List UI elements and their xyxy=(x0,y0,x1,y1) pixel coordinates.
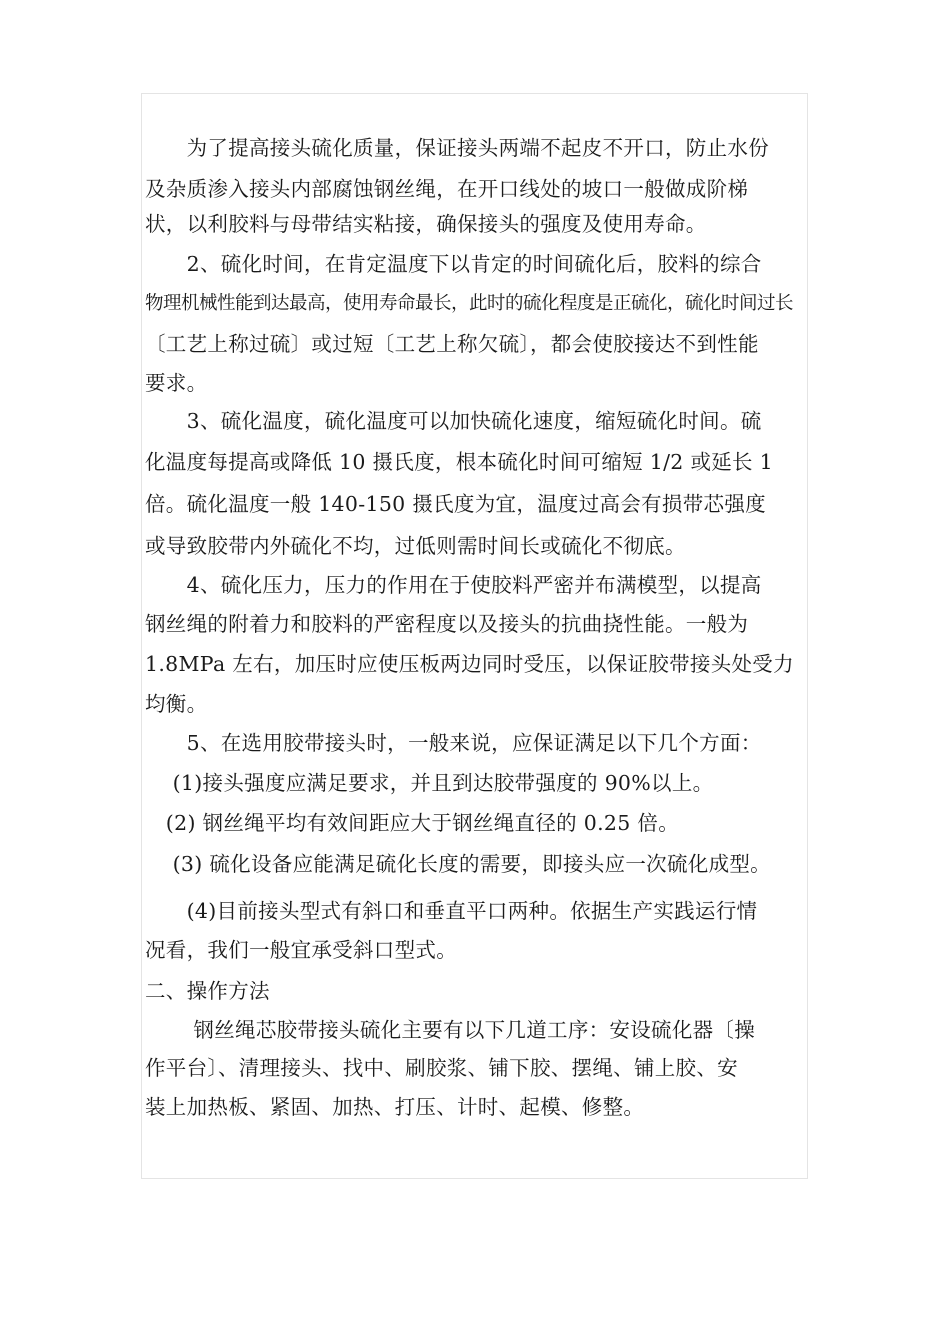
text-line: 为了提高接头硫化质量，保证接头两端不起皮不开口，防止水份 xyxy=(145,136,769,160)
text-line: 钢丝绳的附着力和胶料的严密程度以及接头的抗曲挠性能。一般为 xyxy=(145,612,749,636)
text-line: (1)接头强度应满足要求，并且到达胶带强度的 90%以上。 xyxy=(145,771,714,795)
text-line: 1.8MPa 左右，加压时应使压板两边同时受压，以保证胶带接头处受力 xyxy=(145,652,794,676)
text-line: 均衡。 xyxy=(145,692,208,716)
text-line: 或导致胶带内外硫化不均，过低则需时间长或硫化不彻底。 xyxy=(145,534,686,558)
text-line: 要求。 xyxy=(145,371,208,395)
text-line: 倍。硫化温度一般 140-150 摄氏度为宜，温度过高会有损带芯强度 xyxy=(145,492,766,516)
section-heading: 二、操作方法 xyxy=(145,979,270,1003)
text-line: 4、硫化压力，压力的作用在于使胶料严密并布满模型，以提高 xyxy=(145,573,762,597)
text-line: (4)目前接头型式有斜口和垂直平口两种。依据生产实践运行情 xyxy=(145,899,758,923)
text-line: (2) 钢丝绳平均有效间距应大于钢丝绳直径的 0.25 倍。 xyxy=(145,811,680,835)
text-line: 物理机械性能到达最高，使用寿命最长，此时的硫化程度是正硫化，硫化时间过长 xyxy=(145,293,794,314)
text-line: 3、硫化温度，硫化温度可以加快硫化速度，缩短硫化时间。硫 xyxy=(145,409,762,433)
text-line: 2、硫化时间，在肯定温度下以肯定的时间硫化后，胶料的综合 xyxy=(145,252,762,276)
text-line: 5、在选用胶带接头时，一般来说，应保证满足以下几个方面： xyxy=(145,731,762,755)
text-line: 钢丝绳芯胶带接头硫化主要有以下几道工序：安设硫化器〔操 xyxy=(145,1018,756,1042)
text-line: 〔工艺上称过硫〕或过短〔工艺上称欠硫〕，都会使胶接达不到性能 xyxy=(145,332,759,356)
text-line: 状，以利胶料与母带结实粘接，确保接头的强度及使用寿命。 xyxy=(145,212,707,236)
text-line: (3) 硫化设备应能满足硫化长度的需要，即接头应一次硫化成型。 xyxy=(145,852,771,876)
text-line: 作平台〕、清理接头、找中、刷胶浆、铺下胶、摆绳、铺上胶、安 xyxy=(145,1056,738,1080)
text-line: 化温度每提高或降低 10 摄氏度，根本硫化时间可缩短 1/2 或延长 1 xyxy=(145,450,774,474)
text-line: 况看，我们一般宜承受斜口型式。 xyxy=(145,938,457,962)
text-line: 及杂质渗入接头内部腐蚀钢丝绳，在开口线处的坡口一般做成阶梯 xyxy=(145,177,749,201)
text-line: 装上加热板、紧固、加热、打压、计时、起模、修整。 xyxy=(145,1095,645,1119)
